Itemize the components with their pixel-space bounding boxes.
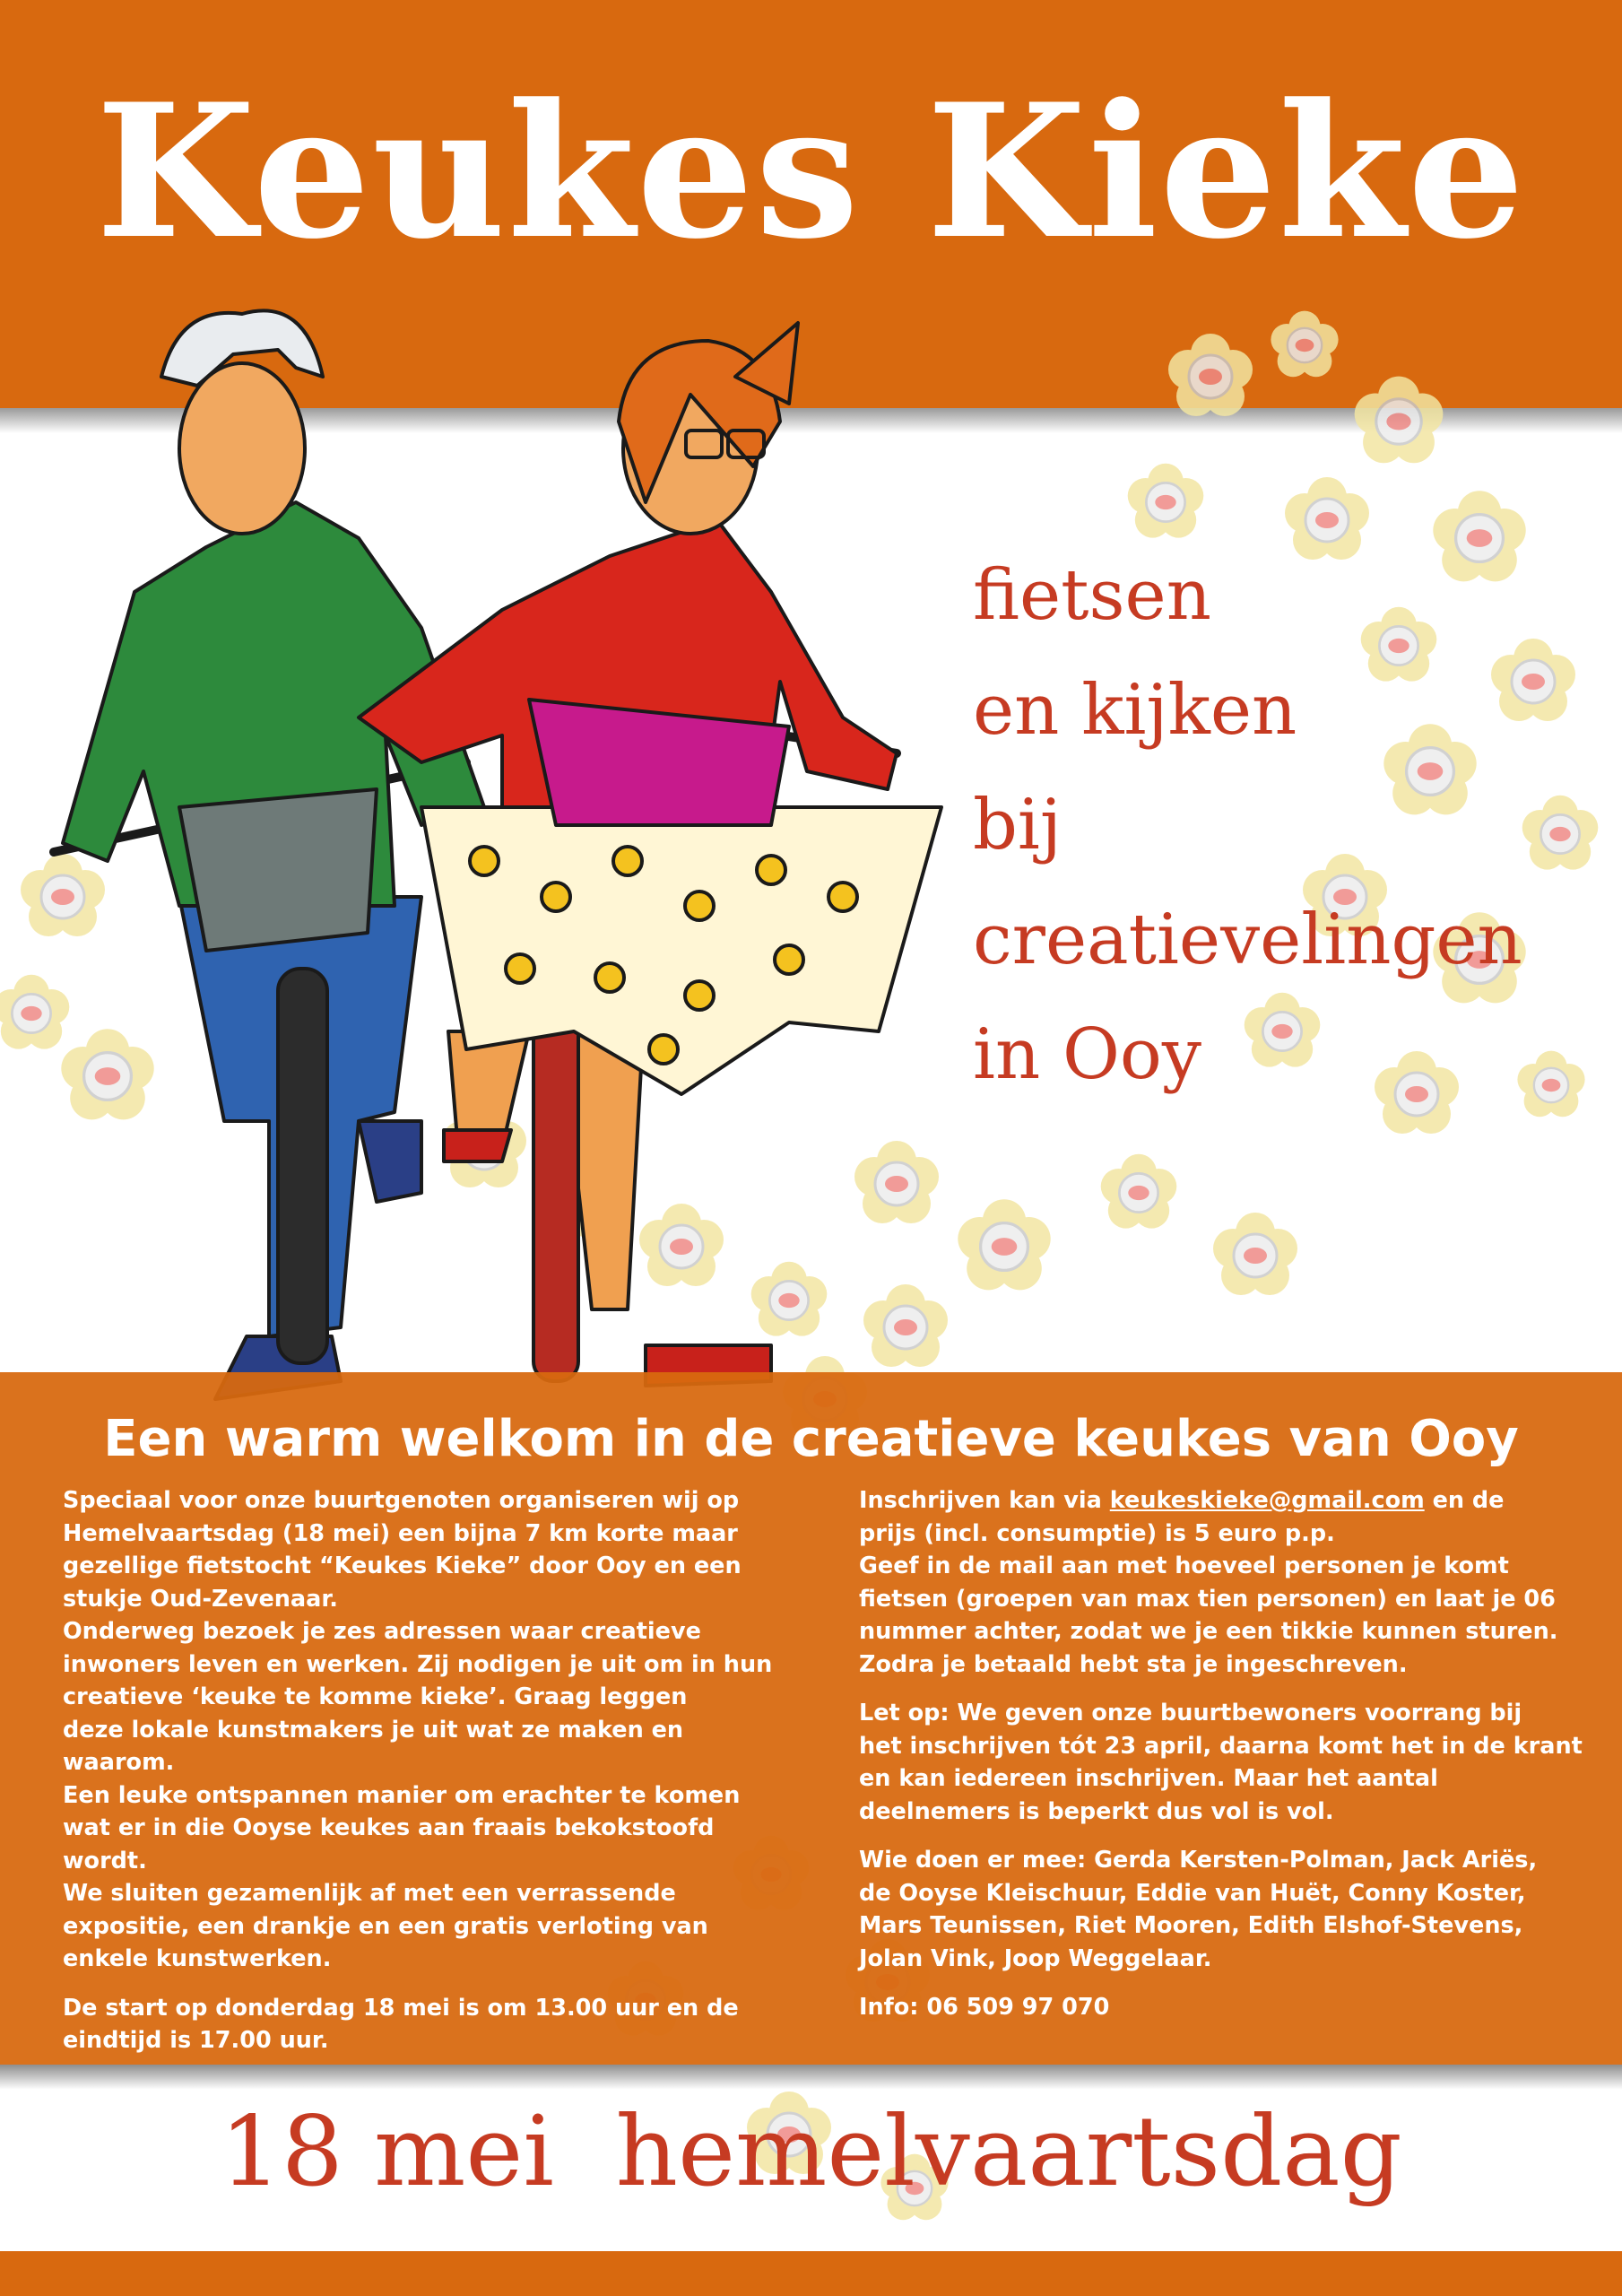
text-line: fietsen (groepen van max tien personen) en laat je 06 [859,1585,1556,1613]
text-line: deze lokale kunstmakers je uit wat ze maken en [63,1716,684,1744]
text-line: het inschrijven tót 23 april, daarna komt het in de krant [859,1732,1583,1760]
text-line: stukje Oud-Zevenaar. [63,1585,338,1613]
info-phone: Info: 06 509 97 070 [859,1994,1110,2021]
tagline [973,538,1522,1112]
tagline-line: in Ooy [973,1014,1201,1095]
signup-suffix: en de [1424,1487,1505,1514]
text-line: expositie, een drankje en een gratis verloting van [63,1912,708,1940]
date-banner: 18 mei hemelvaartsdag [220,2096,1402,2208]
signup-paragraph [859,1484,1576,1681]
right-column [859,1484,1583,2040]
text-line: wordt. [63,1847,147,1874]
notice-paragraph [859,1697,1583,1828]
text-line: De start op donderdag 18 mei is om 13.00 uur en de [63,1994,739,2022]
text-line: eindtijd is 17.00 uur. [63,2027,329,2054]
poster-title: Keukes Kieke [95,65,1527,280]
text-line: Jolan Vink, Joop Weggelaar. [859,1944,1212,1972]
footer-band [0,2251,1622,2296]
text-line: Geef in de mail aan met hoeveel personen je komt [859,1552,1509,1579]
info-paragraph [859,1991,1576,2024]
participants-paragraph [859,1844,1576,1975]
text-line: enkele kunstwerken. [63,1945,332,1972]
intro-paragraph [63,1484,807,1976]
text-line: Speciaal voor onze buurtgenoten organiseren wij op [63,1487,740,1514]
text-line: Mars Teunissen, Riet Mooren, Edith Elshof-Stevens, [859,1912,1523,1939]
text-line: inwoners leven en werken. Zij nodigen je uit om in hun [63,1650,773,1678]
text-line: Zodra je betaald hebt sta je ingeschreven. [859,1650,1408,1678]
start-time-paragraph [63,1992,807,2057]
text-line: Let op: We geven onze buurtbewoners voorrang bij [859,1700,1522,1726]
welcome-headline: Een warm welkom in de creatieve keukes van Ooy [103,1410,1519,1468]
email-link[interactable]: keukeskieke@gmail.com [1109,1487,1425,1514]
text-line: Een leuke ontspannen manier om erachter te komen [63,1781,741,1809]
text-line: We sluiten gezamenlijk af met een verrassende [63,1880,676,1907]
text-line: Onderweg bezoek je zes adressen waar creatieve [63,1618,701,1645]
text-line: en kan iedereen inschrijven. Maar het aantal [859,1765,1438,1792]
text-line: nummer achter, zodat we je een tikkie kunnen sturen. [859,1618,1558,1645]
text-line: Wie doen er mee: Gerda Kersten-Polman, Jack Ariës, [859,1847,1538,1874]
text-line [859,1484,1576,1518]
text-line: prijs (incl. consumptie) is 5 euro p.p. [859,1519,1335,1547]
text-line: Hemelvaartsdag (18 mei) een bijna 7 km korte maar [63,1519,738,1547]
signup-prefix: Inschrijven kan via [859,1487,1110,1514]
tagline-line: fietsen [973,555,1211,636]
text-line: waarom. [63,1749,175,1776]
tagline-line: creatievelingen [973,900,1522,980]
text-line: de Ooyse Kleischuur, Eddie van Huët, Conny Koster, [859,1879,1526,1907]
text-line: deelnemers is beperkt dus vol is vol. [859,1797,1334,1825]
text-line: creatieve ‘keuke te komme kieke’. Graag leggen [63,1683,688,1710]
tagline-line: en kijken [973,670,1297,751]
text-line: wat er in die Ooyse keukes aan fraais bekokstoofd [63,1814,715,1841]
left-column [63,1484,807,2074]
text-line: gezellige fietstocht “Keukes Kieke” door Ooy en een [63,1552,742,1579]
tagline-line: bij [973,785,1063,865]
